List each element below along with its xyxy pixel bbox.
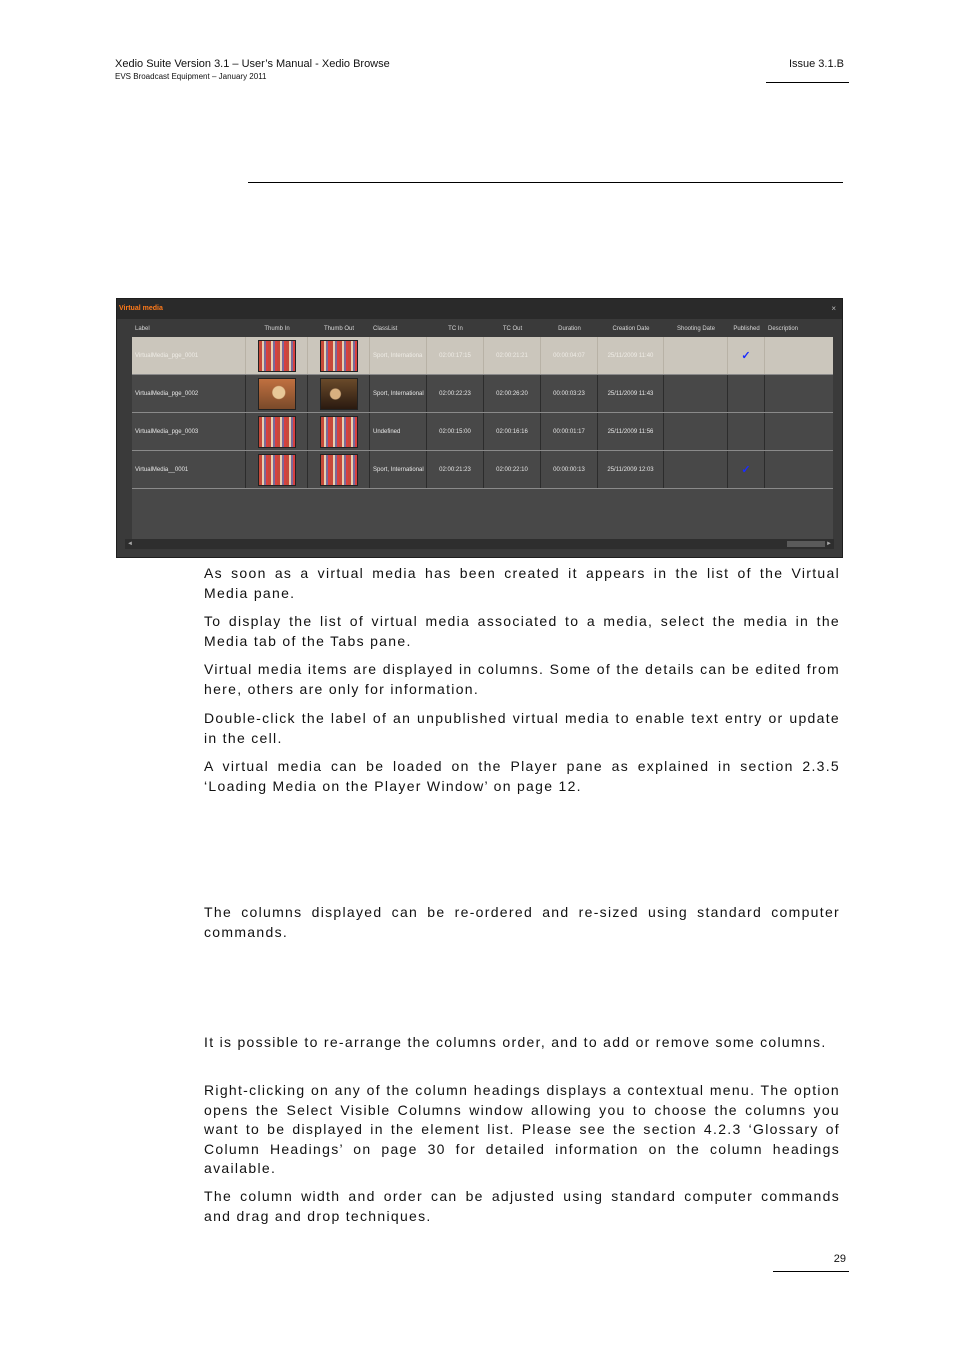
cell-published [728,451,765,488]
checkmark-icon: ✓ [741,464,751,476]
close-icon[interactable]: × [831,304,836,313]
cell-classlist: Sport, International [370,375,427,412]
cell-thumb-out [308,337,370,374]
cell-classlist: Undefined [370,413,427,450]
body-paragraph: The column width and order can be adjusted using standard computer commands and drag and drop techniques. [204,1188,840,1224]
thumbnail-image [320,454,358,486]
table-row[interactable] [132,337,833,375]
header-divider [766,82,849,83]
column-header-thumb-in[interactable]: Thumb In [264,326,290,332]
thumbnail-image [320,340,358,372]
body-paragraph: To display the list of virtual media associated to a media, select the media in the Media tab of the Tabs pane. [204,613,840,649]
cell-description [765,337,833,374]
column-header-tc-in[interactable]: TC In [448,326,463,332]
section-divider [248,182,843,183]
page-header [115,58,390,82]
cell-thumb-in [246,451,308,488]
cell-label[interactable]: VirtualMedia__0001 [132,451,246,488]
thumbnail-image [258,340,296,372]
cell-shooting-date [664,413,728,450]
cell-creation-date: 25/11/2009 11:56 [598,413,664,450]
virtual-media-list [132,337,833,541]
thumbnail-image [320,378,358,410]
cell-tc-out: 02:00:16:16 [484,413,541,450]
cell-tc-in: 02:00:22:23 [427,375,484,412]
virtual-media-pane [116,298,843,558]
cell-creation-date: 25/11/2009 12:03 [598,451,664,488]
cell-description [765,451,833,488]
checkmark-icon: ✓ [741,350,751,362]
cell-tc-out: 02:00:26:20 [484,375,541,412]
cell-published [728,337,765,374]
cell-creation-date: 25/11/2009 11:40 [598,337,664,374]
cell-shooting-date [664,375,728,412]
cell-classlist: Sport, Internationa [370,337,427,374]
cell-tc-in: 02:00:15:00 [427,413,484,450]
cell-classlist: Sport, International [370,451,427,488]
thumbnail-image [258,378,296,410]
cell-description [765,375,833,412]
column-header-thumb-out[interactable]: Thumb Out [323,326,354,332]
column-header-duration[interactable]: Duration [558,326,581,332]
cell-description [765,413,833,450]
cell-tc-out: 02:00:21:21 [484,337,541,374]
body-paragraph: As soon as a virtual media has been created it appears in the list of the Virtual Media pane. [204,565,840,601]
cell-tc-out: 02:00:22:10 [484,451,541,488]
column-header-description[interactable]: Description [768,326,799,332]
body-paragraph: Double-click the label of an unpublished virtual media to enable text entry or update in the cell. [204,710,840,746]
cell-published [728,375,765,412]
cell-thumb-in [246,337,308,374]
cell-shooting-date [664,337,728,374]
pane-titlebar [117,299,842,319]
thumbnail-image [258,454,296,486]
thumbnail-image [320,416,358,448]
cell-thumb-out [308,413,370,450]
column-header-classlist[interactable]: ClassList [373,326,398,332]
page-number: 29 [833,1253,846,1265]
column-header-row [132,321,833,337]
cell-shooting-date [664,451,728,488]
scroll-right-icon[interactable]: ► [826,541,832,547]
cell-thumb-in [246,413,308,450]
scrollbar-thumb[interactable] [787,541,825,547]
manual-title: Xedio Suite Version 3.1 – User’s Manual - Xedio Browse [115,58,390,70]
cell-label[interactable]: VirtualMedia_pge_0001 [132,337,246,374]
column-header-creation-date[interactable]: Creation Date [612,326,650,332]
column-header-tc-out[interactable]: TC Out [502,326,523,332]
cell-thumb-out [308,451,370,488]
cell-label[interactable]: VirtualMedia_pge_0002 [132,375,246,412]
pane-title: Virtual media [119,305,163,312]
cell-creation-date: 25/11/2009 11:43 [598,375,664,412]
thumbnail-image [258,416,296,448]
cell-label[interactable]: VirtualMedia_pge_0003 [132,413,246,450]
cell-thumb-in [246,375,308,412]
issue-label: Issue 3.1.B [788,58,844,70]
cell-duration: 00:00:01:17 [541,413,598,450]
table-row[interactable] [132,451,833,489]
body-paragraph: A virtual media can be loaded on the Player pane as explained in section 2.3.5 ‘Loading Media on the Player Window’ on page 12. [204,758,840,794]
cell-duration: 00:00:04:07 [541,337,598,374]
table-row[interactable] [132,375,833,413]
cell-duration: 00:00:03:23 [541,375,598,412]
body-paragraph: It is possible to re-arrange the columns order, and to add or remove some columns. [204,1034,827,1050]
column-header-label[interactable]: Label [135,326,150,332]
horizontal-scrollbar[interactable] [125,539,834,549]
column-header-shooting-date[interactable]: Shooting Date [676,326,716,332]
body-paragraph: Virtual media items are displayed in columns. Some of the details can be edited from here, others are only for information. [204,661,840,697]
body-paragraph: The columns displayed can be re-ordered and re-sized using standard computer commands. [204,904,840,940]
manual-subtitle: EVS Broadcast Equipment – January 2011 [115,72,267,81]
cell-tc-in: 02:00:21:23 [427,451,484,488]
table-row[interactable] [132,413,833,451]
cell-duration: 00:00:00:13 [541,451,598,488]
body-paragraph: Right-clicking on any of the column headings displays a contextual menu. The option opens the Select Visible Columns window allowing you to choose the columns you want to be displayed in the element list. Please see the section 4.2.3 ‘Glossary of Column Headings’ on page 30 for detailed information on the column headings available. [204,1082,840,1176]
column-header-published[interactable]: Published [733,326,760,332]
footer-divider [773,1271,849,1272]
cell-thumb-out [308,375,370,412]
scroll-left-icon[interactable]: ◄ [127,541,133,547]
cell-published [728,413,765,450]
cell-tc-in: 02:00:17:15 [427,337,484,374]
